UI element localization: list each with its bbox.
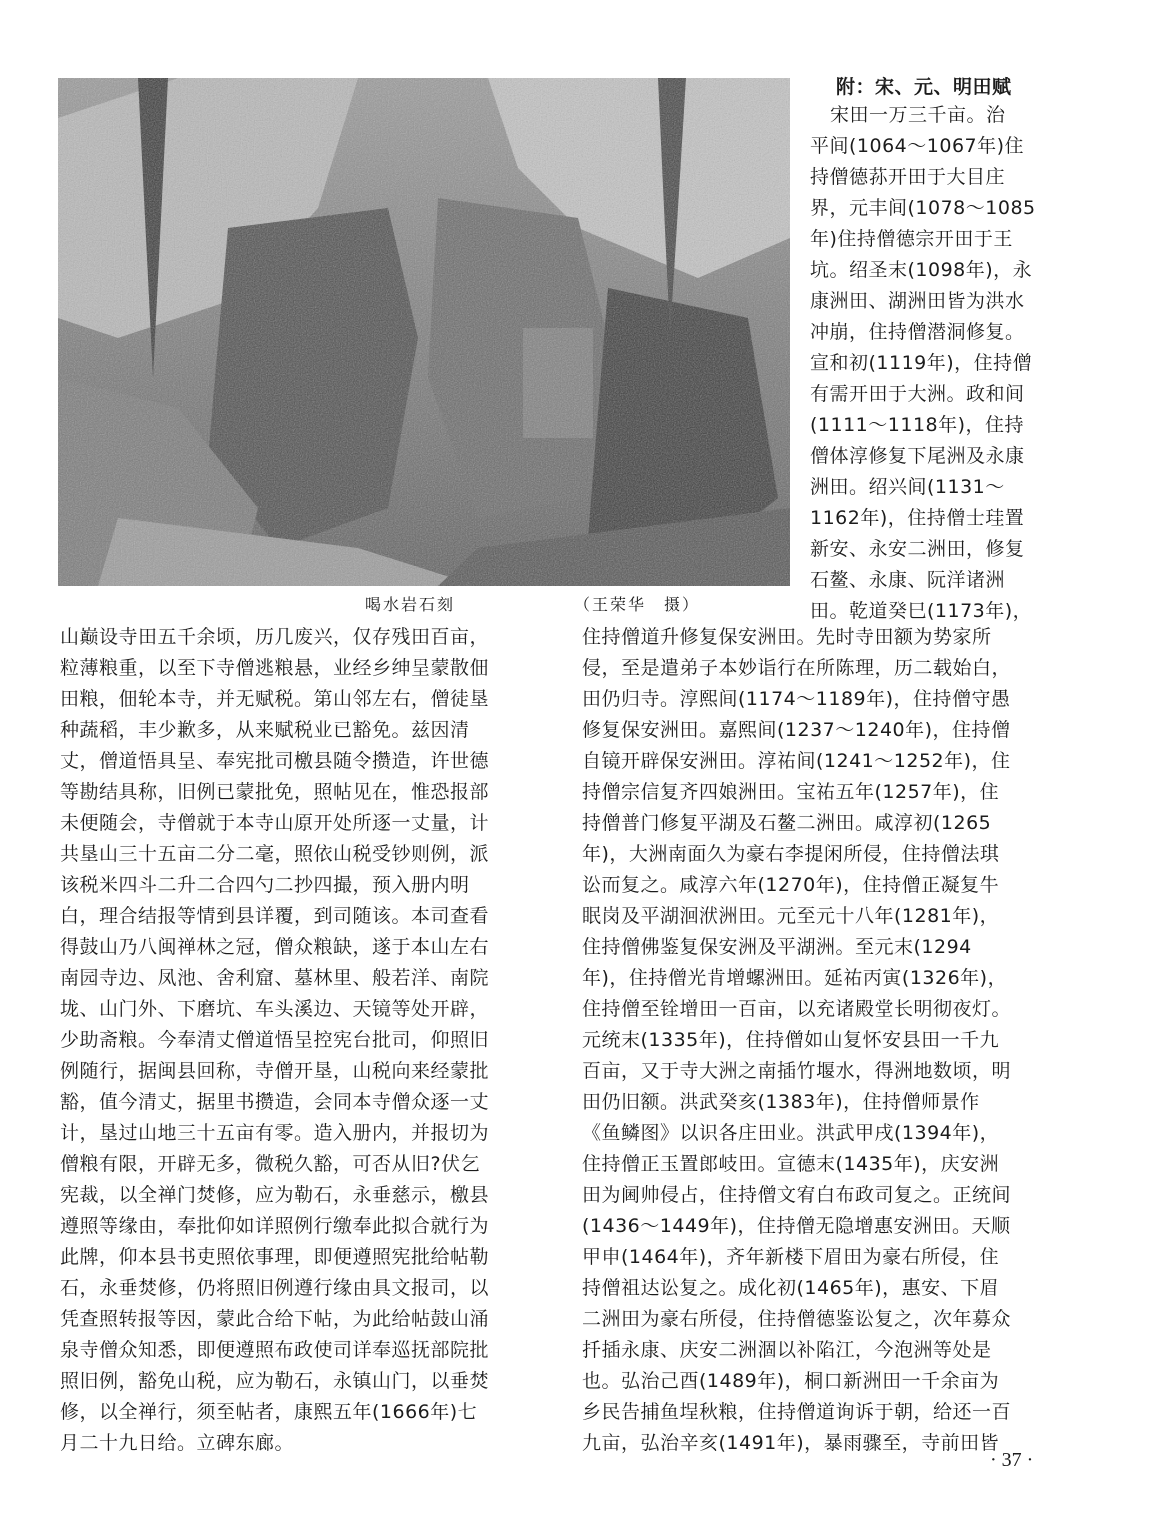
body-line: 元统末(1335年)，住持僧如山复怀安县田一千九 bbox=[582, 1029, 1000, 1051]
photo-image bbox=[58, 78, 790, 586]
rock-carving-photo bbox=[58, 78, 790, 586]
sidebar-line: 宋田一万三千亩。治 bbox=[830, 104, 1006, 126]
sidebar-line: 界，元丰间(1078～1085 bbox=[810, 197, 1036, 219]
body-line: 二洲田为豪右所侵，住持僧德鉴讼复之，次年募众 bbox=[582, 1308, 1012, 1330]
body-line: 住持僧佛鉴复保安洲及平湖洲。至元末(1294 bbox=[582, 936, 972, 958]
body-line: 住持僧至铨增田一百亩，以充诸殿堂长明彻夜灯。 bbox=[582, 998, 1012, 1020]
body-line: 照旧例，豁免山税，应为勒石，永镇山门，以垂焚 bbox=[60, 1370, 490, 1392]
body-line: 甲申(1464年)，齐年新楼下眉田为豪右所侵，住 bbox=[582, 1246, 1000, 1268]
body-line: (1436～1449年)，住持僧无隐增惠安洲田。天顺 bbox=[582, 1215, 1011, 1237]
body-line: 年)，住持僧光肯增螺洲田。延祐丙寅(1326年)， bbox=[582, 967, 1008, 989]
photo-caption-credit: （王荣华 摄） bbox=[574, 595, 701, 614]
body-line: 宪裁，以全禅门焚修，应为勒石，永垂慈示，檄县 bbox=[60, 1184, 490, 1206]
sidebar-line: 持僧德荪开田于大目庄 bbox=[810, 166, 1006, 188]
body-line: 田仍旧额。洪武癸亥(1383年)，住持僧师景作 bbox=[582, 1091, 980, 1113]
body-line: 僧粮有限，开辟无多，微税久豁，可否从旧?伏乞 bbox=[60, 1153, 481, 1175]
sidebar-line: 平间(1064～1067年)住 bbox=[810, 135, 1025, 157]
body-line: 九亩，弘治辛亥(1491年)，暴雨骤至，寺前田皆 bbox=[582, 1432, 1000, 1454]
body-line: 石，永垂焚修，仍将照旧例遵行缘由具文报司，以 bbox=[60, 1277, 490, 1299]
body-line: 持僧普门修复平湖及石鳌二洲田。咸淳初(1265 bbox=[582, 812, 992, 834]
body-line: 住持僧正玉置郎岐田。宣德末(1435年)，庆安洲 bbox=[582, 1153, 1000, 1175]
body-line: 等勘结具称，旧例已蒙批免，照帖见在，惟恐报部 bbox=[60, 781, 490, 803]
body-line: 粒薄粮重，以至下寺僧逃粮悬，业经乡绅呈蒙散佃 bbox=[60, 657, 490, 679]
body-line: 泉寺僧众知悉，即便遵照布政使司详奉巡抚部院批 bbox=[60, 1339, 490, 1361]
body-line: 丈，僧道悟具呈、奉宪批司檄县随令攒造，许世德 bbox=[60, 750, 490, 772]
sidebar-line: 石鳌、永康、阮洋诸洲 bbox=[810, 569, 1006, 591]
body-line: 此牌，仰本县书吏照依事理，即便遵照宪批给帖勒 bbox=[60, 1246, 490, 1268]
sidebar-line: 僧体淳修复下尾洲及永康 bbox=[810, 445, 1025, 467]
body-line: 白，理合结报等情到县详覆，到司随该。本司查看 bbox=[60, 905, 490, 927]
body-line: 未便随会，寺僧就于本寺山原开处所逐一丈量，计 bbox=[60, 812, 490, 834]
body-line: 田仍归寺。淳熙间(1174～1189年)，住持僧守愚 bbox=[582, 688, 1011, 710]
sidebar-line: 宣和初(1119年)，住持僧 bbox=[810, 352, 1033, 374]
photo-caption-title: 喝水岩石刻 bbox=[365, 595, 456, 614]
body-line: 田为阃帅侵占，住持僧文宥白布政司复之。正统间 bbox=[582, 1184, 1012, 1206]
sidebar-line: 洲田。绍兴间(1131～ bbox=[810, 476, 1005, 498]
sidebar-line: 田。乾道癸巳(1173年)， bbox=[810, 600, 1033, 622]
body-line: 南园寺边、凤池、舍利窟、墓林里、般若洋、南院 bbox=[60, 967, 490, 989]
body-line: 共垦山三十五亩二分二毫，照依山税受钞则例，派 bbox=[60, 843, 490, 865]
sidebar-line: (1111～1118年)，住持 bbox=[810, 414, 1025, 436]
body-line: 持僧祖达讼复之。成化初(1465年)，惠安、下眉 bbox=[582, 1277, 1000, 1299]
sidebar-line: 新安、永安二洲田，修复 bbox=[810, 538, 1025, 560]
body-line: 凭查照转报等因，蒙此合给下帖，为此给帖鼓山涌 bbox=[60, 1308, 490, 1330]
body-line: 田粮，佃轮本寺，并无赋税。第山邻左右，僧徒垦 bbox=[60, 688, 490, 710]
body-line: 扦插永康、庆安二洲涸以补陷江，今泡洲等处是 bbox=[582, 1339, 992, 1361]
body-line: 豁，值今清丈，据里书攒造，会同本寺僧众逐一丈 bbox=[60, 1091, 490, 1113]
body-line: 也。弘治己酉(1489年)，桐口新洲田一千余亩为 bbox=[582, 1370, 1000, 1392]
body-line: 持僧宗信复齐四娘洲田。宝祐五年(1257年)，住 bbox=[582, 781, 1000, 803]
body-line: 修，以全禅行，须至帖者，康熙五年(1666年)七 bbox=[60, 1401, 478, 1423]
body-line: 自镜开辟保安洲田。淳祐间(1241～1252年)，住 bbox=[582, 750, 1011, 772]
body-line: 例随行，据闽县回称，寺僧开垦，山税向来经蒙批 bbox=[60, 1060, 490, 1082]
body-line: 讼而复之。咸淳六年(1270年)，住持僧正凝复牛 bbox=[582, 874, 1000, 896]
body-line: 计，垦过山地三十五亩有零。造入册内，并报切为 bbox=[60, 1122, 490, 1144]
body-line: 少助斋粮。今奉清丈僧道悟呈控宪台批司，仰照旧 bbox=[60, 1029, 490, 1051]
body-line: 山巅设寺田五千余顷，历几废兴，仅存残田百亩， bbox=[60, 626, 490, 648]
body-line: 修复保安洲田。嘉熙间(1237～1240年)，住持僧 bbox=[582, 719, 1011, 741]
sidebar-line: 冲崩，住持僧潜洞修复。 bbox=[810, 321, 1025, 343]
appendix-heading: 附：宋、元、明田赋 bbox=[836, 76, 1012, 98]
body-line: 百亩，又于寺大洲之南插竹堰水，得洲地数顷，明 bbox=[582, 1060, 1012, 1082]
body-line: 乡民告捕鱼埕秋粮，住持僧道询诉于朝，给还一百 bbox=[582, 1401, 1012, 1423]
body-line: 眠岗及平湖洄洑洲田。元至元十八年(1281年)， bbox=[582, 905, 1000, 927]
sidebar-line: 康洲田、湖洲田皆为洪水 bbox=[810, 290, 1025, 312]
page-number: · 37 · bbox=[990, 1449, 1034, 1471]
sidebar-line: 有需开田于大洲。政和间 bbox=[810, 383, 1025, 405]
body-line: 《鱼鳞图》以识各庄田业。洪武甲戌(1394年)， bbox=[582, 1122, 1000, 1144]
body-line: 住持僧道升修复保安洲田。先时寺田额为势家所 bbox=[582, 626, 992, 648]
body-line: 该税米四斗二升二合四勺二抄四撮，预入册内明 bbox=[60, 874, 470, 896]
body-line: 遵照等缘由，奉批仰如详照例行缴奉此拟合就行为 bbox=[60, 1215, 490, 1237]
body-line: 月二十九日给。立碑东廊。 bbox=[60, 1432, 295, 1454]
body-line: 年)，大洲南面久为豪右李提闲所侵，住持僧法琪 bbox=[582, 843, 1000, 865]
body-line: 种蔬稻，丰少歉多，从来赋税业已豁免。兹因清 bbox=[60, 719, 470, 741]
body-line: 垅、山门外、下磨坑、车头溪边、天镜等处开辟， bbox=[60, 998, 490, 1020]
sidebar-line: 1162年)，住持僧士珪置 bbox=[810, 507, 1025, 529]
body-line: 得鼓山乃八闽禅林之冠，僧众粮缺，遂于本山左右 bbox=[60, 936, 490, 958]
sidebar-line: 年)住持僧德宗开田于王 bbox=[810, 228, 1013, 250]
body-line: 侵，至是遣弟子本妙诣行在所陈理，历二载始白， bbox=[582, 657, 1012, 679]
sidebar-line: 坑。绍圣末(1098年)，永 bbox=[810, 259, 1033, 281]
